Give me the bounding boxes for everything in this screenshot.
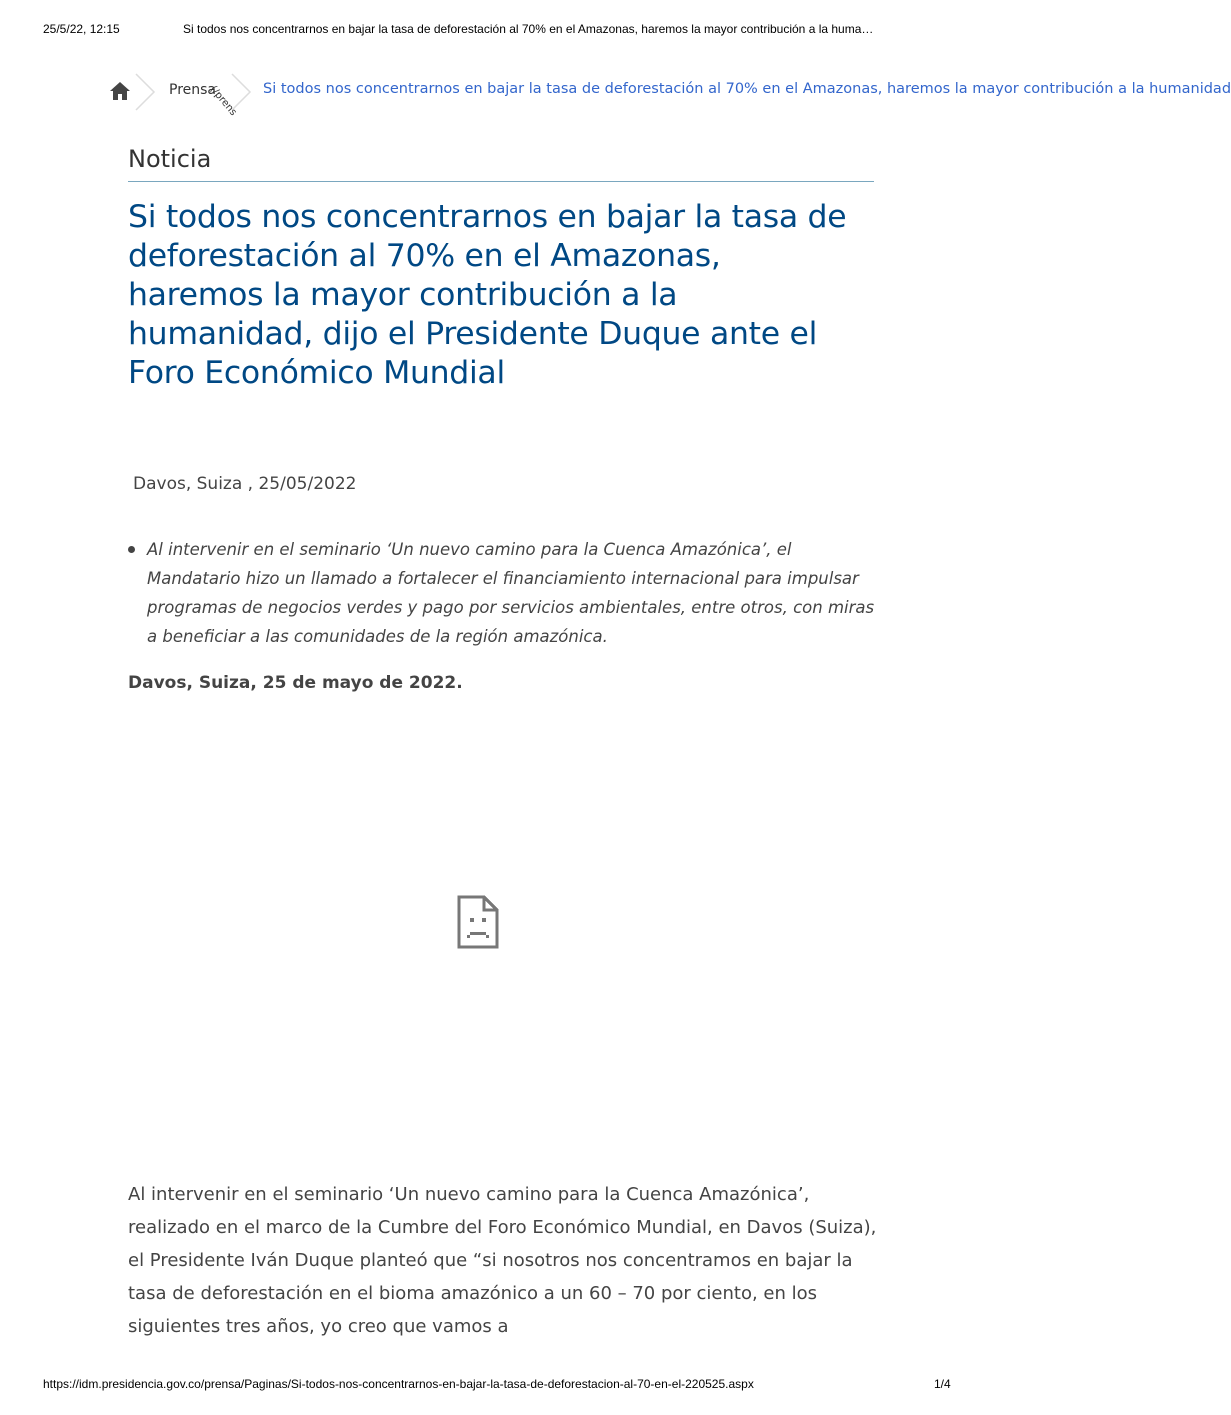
print-url: https://idm.presidencia.gov.co/prensa/Paginas/Si-todos-nos-concentrarnos-en-bajar-la-tasa-de-deforestacion-al-70-en-el-220525.aspx <box>43 1377 754 1391</box>
page-title: Si todos nos concentrarnos en bajar la tasa de deforestación al 70% en el Amazonas, haremos la mayor contribución a la humanidad, dijo el Presidente Duque ante el Foro Económico Mundial <box>128 199 847 391</box>
breadcrumb <box>108 72 1231 119</box>
print-footer <box>0 1377 1000 1395</box>
embedded-video[interactable] <box>128 712 874 1132</box>
section-divider <box>128 181 874 182</box>
breadcrumb-prensa-link[interactable]: Prensa <box>169 82 217 98</box>
print-datetime: 25/5/22, 12:15 <box>43 22 120 36</box>
chevron-right-icon <box>230 72 252 112</box>
page-number: 1/4 <box>934 1377 951 1391</box>
breadcrumb-rotated-text: (/prens <box>207 84 239 119</box>
summary-item: Al intervenir en el seminario ‘Un nuevo camino para la Cuenca Amazónica’, el Mandatario hizo un llamado a fortalecer el financiamiento internacional para impulsar programas de negocios verdes y pago por servicios ambientales, entre otros, con miras a beneficiar a las comunidades de la región amazónica. <box>128 535 888 651</box>
place-date: Davos, Suiza, 25 de mayo de 2022. <box>128 673 463 693</box>
summary-list <box>128 535 888 651</box>
dateline: Davos, Suiza , 25/05/2022 <box>133 474 357 494</box>
breadcrumb-current-link[interactable]: Si todos nos concentrarnos en bajar la tasa de deforestación al 70% en el Amazonas, haremos la mayor contribución a la humanidad <box>263 81 1231 97</box>
print-header <box>0 22 1000 40</box>
body-paragraph: Al intervenir en el seminario ‘Un nuevo camino para la Cuenca Amazónica’, realizado en el marco de la Cumbre del Foro Económico Mundial, en Davos (Suiza), el Presidente Iván Duque planteó que “si nosotros nos concentramos en bajar la tasa de deforestación en el bioma amazónico a un 60 – 70 por ciento, en los siguientes tres años, yo creo que vamos a <box>128 1184 877 1337</box>
chevron-right-icon <box>134 72 156 112</box>
home-icon[interactable] <box>108 80 132 102</box>
print-page-title: Si todos nos concentrarnos en bajar la tasa de deforestación al 70% en el Amazonas, haremos la mayor contribución a la huma… <box>183 22 874 36</box>
section-label: Noticia <box>128 145 212 173</box>
broken-page-icon <box>456 894 500 950</box>
